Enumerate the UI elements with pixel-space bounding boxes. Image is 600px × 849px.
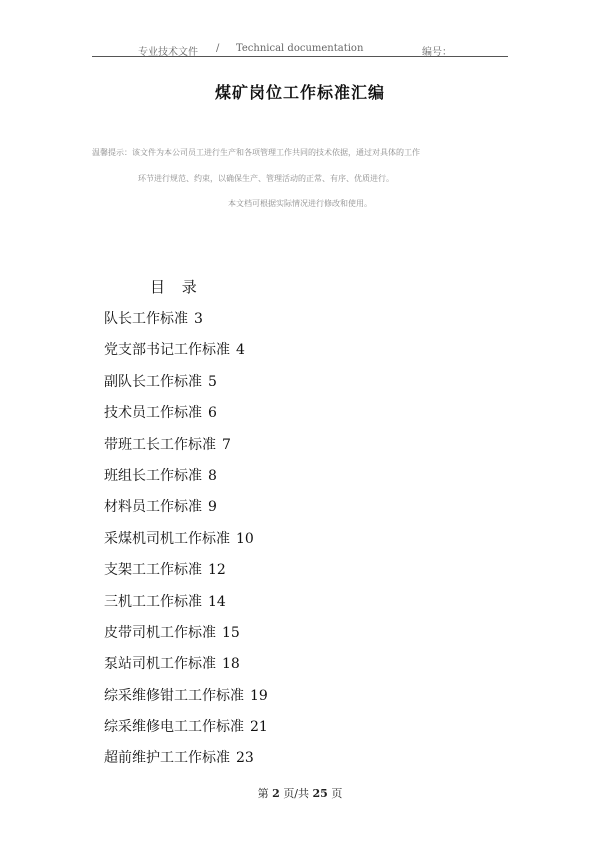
toc-item-title: 队长工作标准: [104, 311, 188, 327]
toc-item[interactable]: [104, 652, 268, 683]
toc-item-page: 15: [222, 624, 240, 641]
header-doc-type: 专业技术文件: [138, 47, 198, 58]
toc-item-page: 23: [236, 750, 254, 767]
toc-item[interactable]: [104, 401, 268, 432]
toc-item-title: 皮带司机工作标准: [104, 624, 216, 641]
notice-line-2: 环节进行规范、约束，以确保生产、管理活动的正常、有序、优质进行。: [138, 174, 394, 183]
toc-item[interactable]: [104, 558, 268, 589]
document-title: 煤矿岗位工作标准汇编: [214, 83, 385, 102]
toc-item[interactable]: [104, 495, 268, 526]
toc-item[interactable]: [104, 590, 268, 621]
toc-item-title: 综采维修钳工工作标准: [104, 687, 244, 704]
toc-item-title: 泵站司机工作标准: [104, 656, 216, 673]
header-doc-type-english: Technical documentation: [236, 43, 364, 54]
page-footer: [0, 785, 600, 801]
page-header: [92, 40, 508, 57]
toc-item-page: 19: [250, 687, 268, 704]
header-doc-number-label: 编号：: [422, 47, 452, 58]
notice-line-3: 本文档可根据实际情况进行修改和使用。: [228, 199, 372, 208]
footer-total-pages: 25: [312, 787, 328, 800]
toc-heading: 目 录: [150, 278, 203, 296]
toc-item[interactable]: [104, 715, 268, 746]
toc-item[interactable]: [104, 464, 268, 495]
toc-item-title: 采煤机司机工作标准: [104, 530, 230, 547]
toc-item[interactable]: [104, 621, 268, 652]
notice-line-1: 温馨提示：该文件为本公司员工进行生产和各项管理工作共同的技术依据，通过对具体的工作: [92, 148, 420, 157]
toc-item[interactable]: [104, 746, 268, 777]
toc-item[interactable]: [104, 307, 268, 338]
toc-item-page: 18: [222, 656, 240, 673]
toc-item-page: 3: [194, 311, 203, 327]
toc-item-title: 支架工工作标准: [104, 562, 202, 579]
toc-item-page: 5: [208, 373, 217, 390]
toc-item-title: 综采维修电工工作标准: [104, 719, 244, 736]
toc-item-title: 三机工工作标准: [104, 593, 202, 610]
table-of-contents: [104, 307, 268, 778]
toc-item-page: 4: [236, 342, 245, 359]
toc-item[interactable]: [104, 684, 268, 715]
toc-item-page: 6: [208, 405, 217, 422]
toc-item[interactable]: [104, 527, 268, 558]
footer-suffix: 页: [331, 787, 343, 800]
toc-item-page: 8: [208, 467, 217, 484]
notice-block: [92, 140, 508, 217]
toc-item-page: 12: [208, 562, 226, 579]
toc-item-title: 副队长工作标准: [104, 373, 202, 390]
toc-item-title: 党支部书记工作标准: [104, 342, 230, 359]
toc-item-title: 技术员工作标准: [104, 405, 202, 422]
toc-item-page: 14: [208, 593, 226, 610]
toc-item-title: 超前维护工工作标准: [104, 750, 230, 767]
footer-middle: 页/共: [283, 787, 310, 800]
toc-item-page: 7: [222, 436, 231, 453]
toc-item[interactable]: [104, 433, 268, 464]
header-separator: /: [216, 43, 220, 54]
toc-item-page: 9: [208, 499, 217, 516]
toc-item-page: 21: [250, 719, 268, 736]
footer-prefix: 第: [257, 787, 269, 800]
toc-item-title: 材料员工作标准: [104, 499, 202, 516]
toc-item[interactable]: [104, 338, 268, 369]
toc-item-title: 班组长工作标准: [104, 467, 202, 484]
footer-current-page: 2: [272, 787, 280, 800]
toc-item[interactable]: [104, 370, 268, 401]
toc-item-page: 10: [236, 530, 254, 547]
toc-item-title: 带班工长工作标准: [104, 436, 216, 453]
